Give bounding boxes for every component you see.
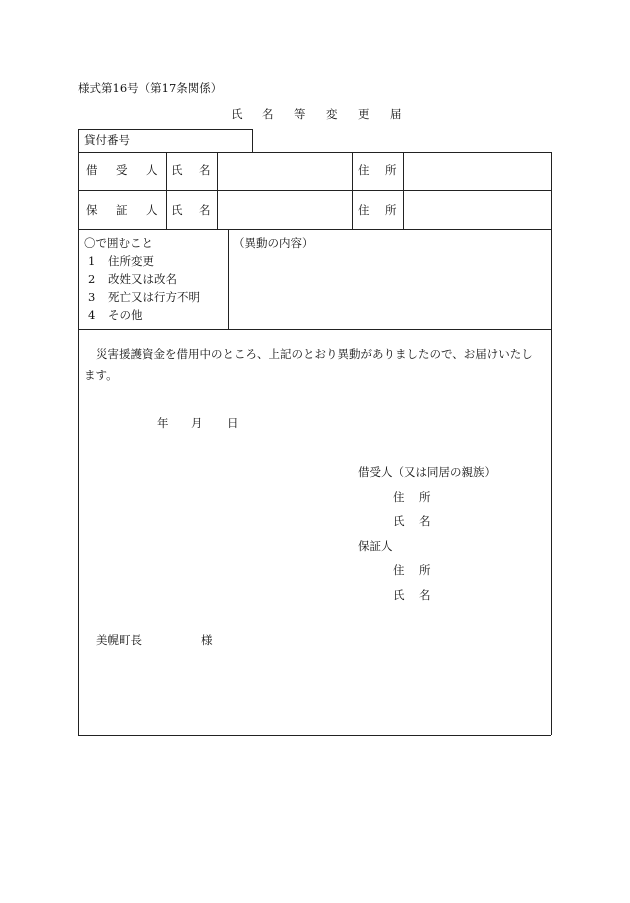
loan-number-left-border <box>78 129 79 152</box>
title-char: 等 <box>294 107 306 121</box>
title-char: 更 <box>358 107 370 121</box>
cell-divider <box>166 152 167 229</box>
guarantor-label-char: 人 <box>146 203 158 217</box>
title-char: 届 <box>390 107 402 121</box>
signature-address-char: 住 <box>393 490 405 504</box>
guarantor-name-label-char: 氏 <box>171 203 183 217</box>
guarantor-name-field[interactable] <box>219 193 350 227</box>
title-char: 変 <box>326 107 338 121</box>
borrower-name-label-char: 名 <box>199 163 211 177</box>
cell-divider <box>217 152 218 229</box>
signature-address-char: 所 <box>419 490 431 504</box>
statement-line-1: 災害援護資金を借用中のところ、上記のとおり異動がありましたので、お届けいたし <box>96 347 533 361</box>
signature-guarantor-name-char: 名 <box>419 588 431 602</box>
option-number: 2 <box>88 272 96 286</box>
row-divider <box>78 190 551 191</box>
loan-number-top-border <box>78 129 252 130</box>
row-divider <box>78 229 551 230</box>
option-other[interactable]: その他 <box>108 308 143 322</box>
change-content-field[interactable] <box>232 254 548 326</box>
signature-guarantor-address-char: 住 <box>393 563 405 577</box>
guarantor-address-label-char: 住 <box>358 203 370 217</box>
borrower-label-char: 受 <box>116 163 128 177</box>
guarantor-address-field[interactable] <box>405 193 549 227</box>
form-number: 様式第16号（第17条関係） <box>78 81 223 95</box>
borrower-label-char: 人 <box>146 163 158 177</box>
guarantor-label-char: 保 <box>86 203 98 217</box>
signature-guarantor-label: 保証人 <box>358 539 393 553</box>
loan-number-label: 貸付番号 <box>84 133 130 147</box>
date-month-label: 月 <box>191 416 203 430</box>
cell-divider <box>403 152 404 229</box>
borrower-name-label-char: 氏 <box>171 163 183 177</box>
cell-divider <box>352 152 353 229</box>
guarantor-address-label-char: 所 <box>385 203 397 217</box>
borrower-name-field[interactable] <box>219 155 350 188</box>
option-number: 4 <box>88 308 96 322</box>
title-char: 氏 <box>231 107 243 121</box>
table-right-border <box>551 152 552 735</box>
change-content-label: （異動の内容） <box>233 236 314 250</box>
borrower-address-label-char: 所 <box>385 163 397 177</box>
signature-guarantor-name-char: 氏 <box>393 588 405 602</box>
option-number: 1 <box>88 254 96 268</box>
option-address-change[interactable]: 住所変更 <box>108 254 154 268</box>
date-day-label: 日 <box>227 416 239 430</box>
loan-number-right-border <box>252 129 253 152</box>
option-name-change[interactable]: 改姓又は改名 <box>108 272 177 286</box>
date-year-label: 年 <box>157 416 169 430</box>
honorific: 様 <box>201 633 213 647</box>
option-death-missing[interactable]: 死亡又は行方不明 <box>108 290 200 304</box>
borrower-address-field[interactable] <box>405 155 549 188</box>
signature-guarantor-address-char: 所 <box>419 563 431 577</box>
guarantor-label-char: 証 <box>116 203 128 217</box>
borrower-address-label-char: 住 <box>358 163 370 177</box>
signature-name-char: 氏 <box>393 514 405 528</box>
signature-name-char: 名 <box>419 514 431 528</box>
option-number: 3 <box>88 290 96 304</box>
cell-divider <box>228 229 229 329</box>
title-char: 名 <box>262 107 274 121</box>
table-top-border <box>78 152 551 153</box>
table-bottom-border <box>78 735 551 736</box>
addressee: 美幌町長 <box>96 633 142 647</box>
signature-borrower-label: 借受人（又は同居の親族） <box>358 465 496 479</box>
statement-line-2: ます。 <box>84 368 118 382</box>
table-left-border <box>78 152 79 735</box>
row-divider <box>78 329 551 330</box>
guarantor-name-label-char: 名 <box>199 203 211 217</box>
circle-instruction: 〇で囲むこと <box>84 236 153 250</box>
borrower-label-char: 借 <box>86 163 98 177</box>
